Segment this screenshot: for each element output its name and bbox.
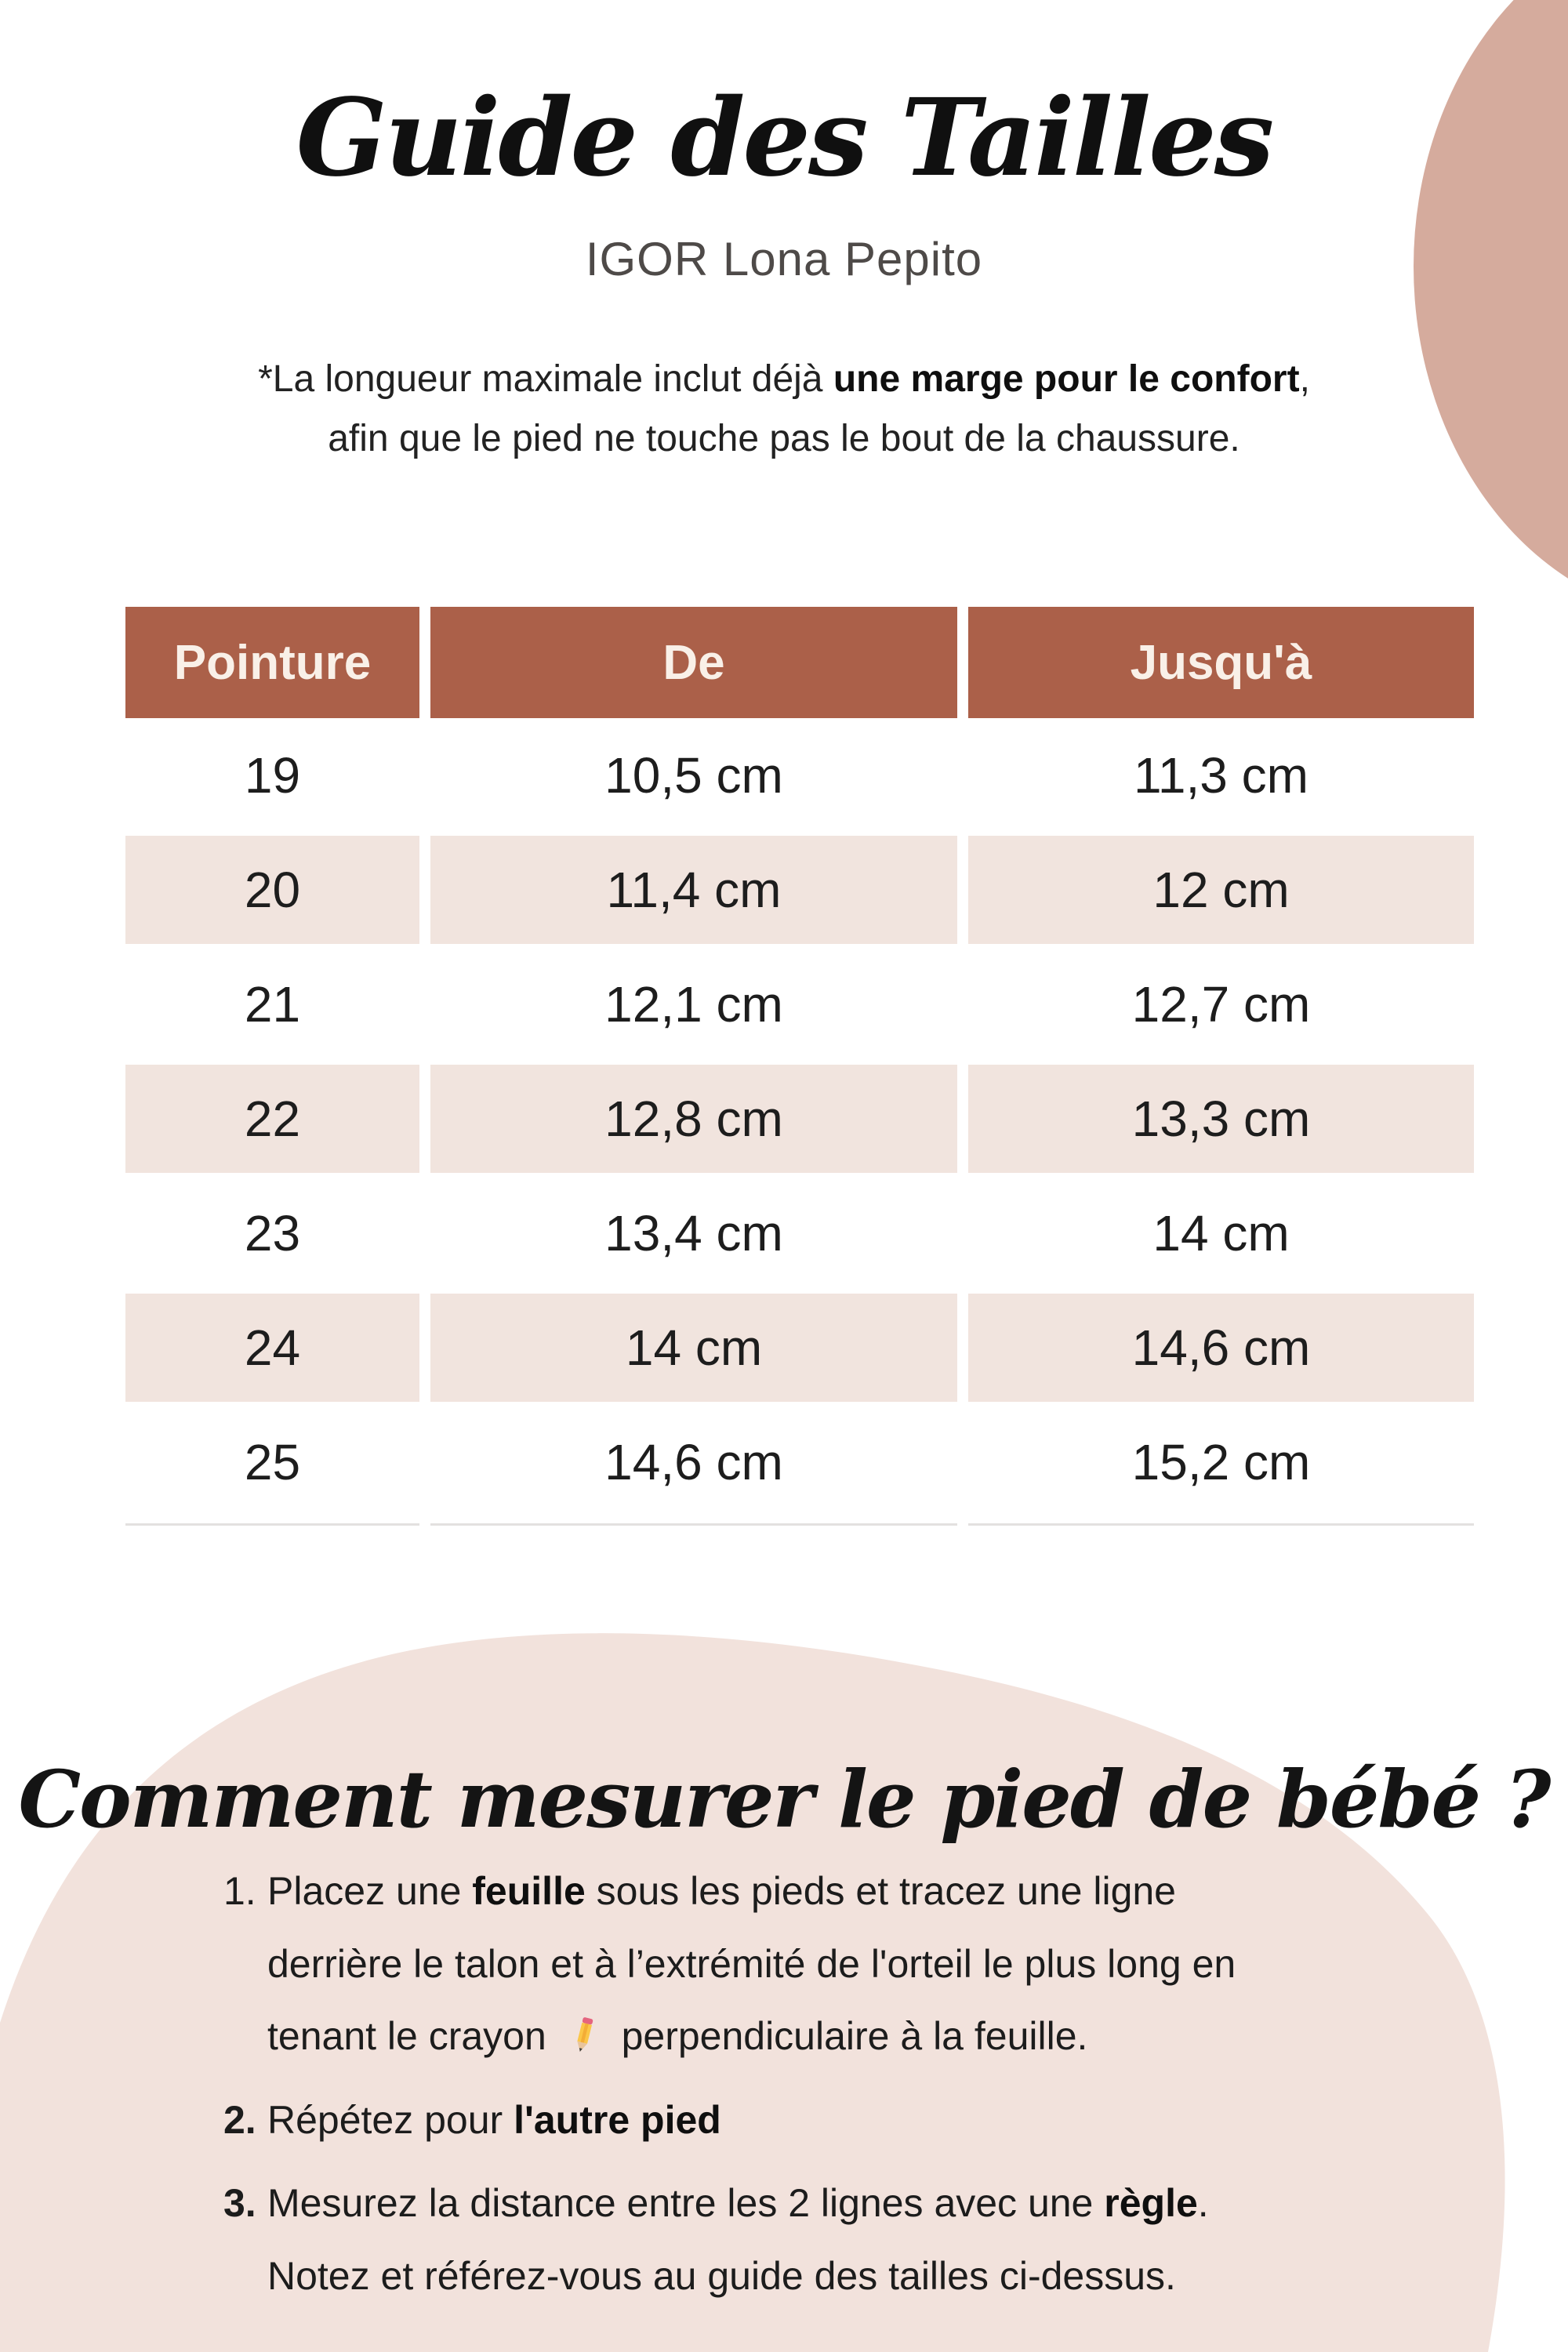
table-cell-to-21: 12,7 cm <box>1131 976 1311 1033</box>
table-cell-size-22: 22 <box>125 1062 419 1176</box>
table-cell-size-21: 21 <box>244 976 301 1033</box>
table-cell-to-23: 14 cm <box>1152 1205 1290 1261</box>
bold-text: règle <box>1104 2181 1198 2225</box>
table-header-jusqua: Jusqu'à <box>968 607 1474 718</box>
text: . <box>1197 2181 1209 2225</box>
table-cell-size-19: 19 <box>244 747 301 804</box>
table-cell-to-20: 12 cm <box>968 833 1474 947</box>
text: Notez et référez-vous au guide des tailles ci-dessus. <box>267 2253 1176 2298</box>
step-number: 3. <box>223 2181 256 2225</box>
step-text <box>267 2084 1478 2157</box>
table-cell-from-21: 12,1 cm <box>604 976 783 1033</box>
text: perpendiculaire à la feuille. <box>610 2014 1088 2058</box>
howto-title: Comment mesurer le pied de bébé ? <box>18 1753 1550 1846</box>
text: *La longueur maximale inclut déjà <box>258 358 833 400</box>
size-table <box>125 607 1474 1634</box>
text: , <box>1299 358 1310 400</box>
table-bottom-divider <box>968 1523 1474 1526</box>
text: tenant le crayon <box>267 2014 557 2058</box>
bold-text: l'autre pied <box>514 2097 721 2142</box>
table-cell-from-24: 14 cm <box>430 1290 957 1405</box>
text: Mesurez la distance entre les 2 lignes avec une <box>267 2181 1105 2225</box>
text: afin que le pied ne touche pas le bout de la chaussure. <box>328 417 1240 459</box>
text: Répétez pour <box>267 2097 514 2142</box>
text: Placez une <box>267 1869 473 1913</box>
table-header-de: De <box>430 607 957 718</box>
bold-text: feuille <box>472 1869 586 1913</box>
text: derrière le talon et à l’extrémité de l'orteil le plus long en <box>267 1941 1236 1986</box>
text: sous les pieds et tracez une ligne <box>585 1869 1176 1913</box>
table-cell-size-23: 23 <box>244 1205 301 1261</box>
table-bottom-divider <box>125 1523 419 1526</box>
table-cell-from-25: 14,6 cm <box>604 1434 783 1490</box>
step-number: 2. <box>223 2097 256 2142</box>
table-cell-to-24: 14,6 cm <box>968 1290 1474 1405</box>
table-cell-from-22: 12,8 cm <box>430 1062 957 1176</box>
table-cell-to-19: 11,3 cm <box>1134 747 1308 804</box>
howto-step-1 <box>223 1855 1478 2073</box>
table-cell-size-24: 24 <box>125 1290 419 1405</box>
howto-list <box>223 1855 1478 2323</box>
page-subtitle: IGOR Lona Pepito <box>585 233 983 285</box>
pencil-icon <box>564 2006 604 2047</box>
table-cell-from-19: 10,5 cm <box>604 747 783 804</box>
table-cell-size-25: 25 <box>244 1434 301 1490</box>
step-text <box>267 2167 1478 2312</box>
table-cell-from-23: 13,4 cm <box>604 1205 783 1261</box>
step-text <box>267 1855 1478 2073</box>
table-cell-from-20: 11,4 cm <box>430 833 957 947</box>
table-header-pointure: Pointure <box>125 607 419 718</box>
bold-text: une marge pour le confort <box>833 358 1300 400</box>
page-title: Guide des Tailles <box>296 75 1272 201</box>
table-cell-to-22: 13,3 cm <box>968 1062 1474 1176</box>
step-number: 1. <box>223 1869 256 1913</box>
table-cell-to-25: 15,2 cm <box>1131 1434 1311 1490</box>
table-bottom-divider <box>430 1523 957 1526</box>
table-cell-size-20: 20 <box>125 833 419 947</box>
comfort-note <box>0 350 1568 469</box>
howto-step-3 <box>223 2167 1478 2312</box>
howto-step-2 <box>223 2084 1478 2157</box>
